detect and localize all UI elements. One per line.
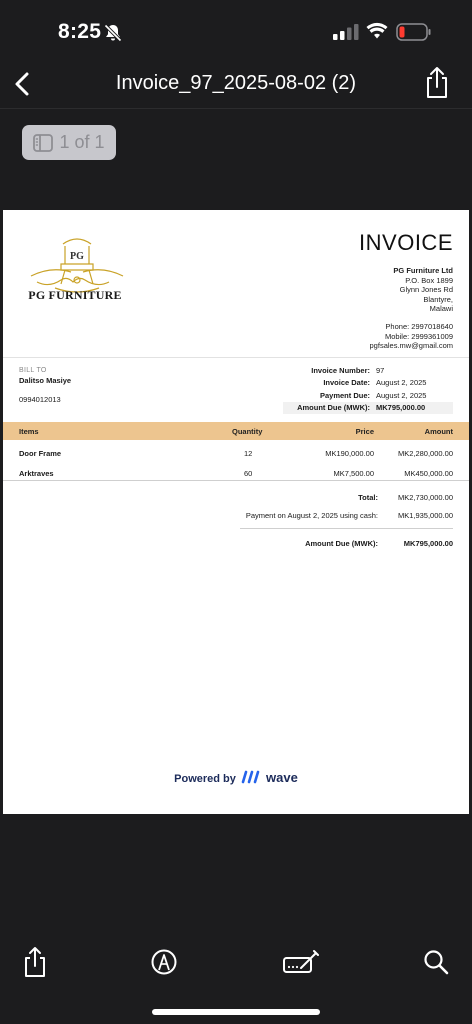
search-icon[interactable]	[421, 946, 451, 978]
column-header-price: Price	[355, 427, 374, 436]
meta-value: August 2, 2025	[376, 378, 427, 388]
cell-item: Arktraves	[19, 469, 54, 478]
cell-amount: MK2,280,000.00	[397, 449, 453, 458]
amount-due-value: MK795,000.00	[403, 539, 453, 548]
cell-amount: MK450,000.00	[404, 469, 453, 478]
powered-by-text: Powered by	[174, 773, 236, 785]
address-line: P.O. Box 1899	[405, 275, 453, 285]
logo-monogram: PG	[70, 251, 84, 262]
meta-row-amount-due	[283, 402, 453, 415]
divider	[3, 480, 469, 481]
meta-value: August 2, 2025	[376, 390, 427, 400]
company-address	[393, 266, 453, 314]
cell-quantity: 12	[244, 449, 253, 458]
wave-logo-icon	[241, 770, 261, 784]
column-header-amount: Amount	[424, 427, 453, 436]
company-name: PG Furniture Ltd	[393, 266, 453, 275]
page-indicator-button[interactable]	[22, 125, 116, 160]
company-phone: Phone: 2997018640	[385, 322, 453, 331]
share-icon[interactable]	[422, 66, 452, 100]
divider	[240, 528, 453, 529]
payment-value: MK1,935,000.00	[397, 511, 453, 520]
divider	[3, 357, 469, 358]
meta-value: MK795,000.00	[376, 403, 426, 413]
bill-to-label: BILL TO	[19, 367, 47, 374]
sidebar-icon	[33, 134, 53, 152]
meta-key: Invoice Number:	[311, 365, 370, 375]
payment-label: Payment on August 2, 2025 using cash:	[245, 511, 378, 520]
column-header-items: Items	[19, 427, 39, 436]
bottom-toolbar	[0, 940, 472, 988]
status-time: 8:25	[58, 20, 102, 43]
column-header-quantity: Quantity	[232, 427, 263, 436]
company-email: pgfsales.mw@gmail.com	[369, 341, 453, 351]
total-value: MK2,730,000.00	[397, 493, 453, 502]
bill-to-name: Dalitso Masiye	[19, 376, 72, 385]
invoice-page	[3, 210, 469, 814]
bill-to-phone: 0994012013	[19, 395, 61, 404]
wave-brand: wave	[266, 770, 298, 785]
wifi-icon	[366, 22, 388, 40]
cell-price: MK7,500.00	[333, 469, 374, 478]
meta-key: Amount Due (MWK):	[297, 403, 370, 413]
home-indicator[interactable]	[152, 1009, 320, 1015]
invoice-meta	[283, 364, 453, 414]
cell-price: MK190,000.00	[325, 449, 374, 458]
cell-item: Door Frame	[19, 449, 62, 458]
meta-key: Payment Due:	[319, 390, 370, 400]
address-line: Glynn Jones Rd	[399, 285, 453, 295]
table-row	[3, 446, 469, 462]
markup-pen-icon[interactable]	[149, 946, 179, 978]
logo-wordmark: PG FURNITURE	[28, 288, 122, 302]
document-title: Invoice_97_2025-08-02 (2)	[115, 72, 357, 94]
nav-bar	[0, 60, 472, 109]
bell-slash-icon	[103, 23, 123, 43]
cell-quantity: 60	[244, 469, 253, 478]
meta-row-payment-due	[283, 389, 453, 402]
address-line: Malawi	[429, 304, 453, 314]
meta-row-invoice-number	[283, 364, 453, 377]
items-table-header	[3, 422, 469, 440]
battery-icon	[396, 22, 432, 42]
amount-due-label: Amount Due (MWK):	[305, 539, 378, 548]
signature-icon[interactable]	[283, 946, 319, 978]
meta-row-invoice-date	[283, 377, 453, 390]
powered-by-wave	[3, 770, 469, 785]
company-contact	[370, 322, 453, 351]
company-mobile: Mobile: 2999361009	[385, 331, 453, 341]
status-bar	[0, 0, 472, 60]
page-indicator-label: 1 of 1	[59, 132, 105, 152]
address-line: Blantyre,	[423, 294, 453, 304]
chevron-left-icon[interactable]	[8, 68, 38, 100]
meta-value: 97	[376, 365, 385, 375]
share-icon[interactable]	[20, 946, 50, 978]
signal-icon	[333, 24, 359, 40]
total-label: Total:	[358, 493, 378, 502]
invoice-heading: INVOICE	[359, 230, 453, 255]
meta-key: Invoice Date:	[323, 378, 370, 388]
